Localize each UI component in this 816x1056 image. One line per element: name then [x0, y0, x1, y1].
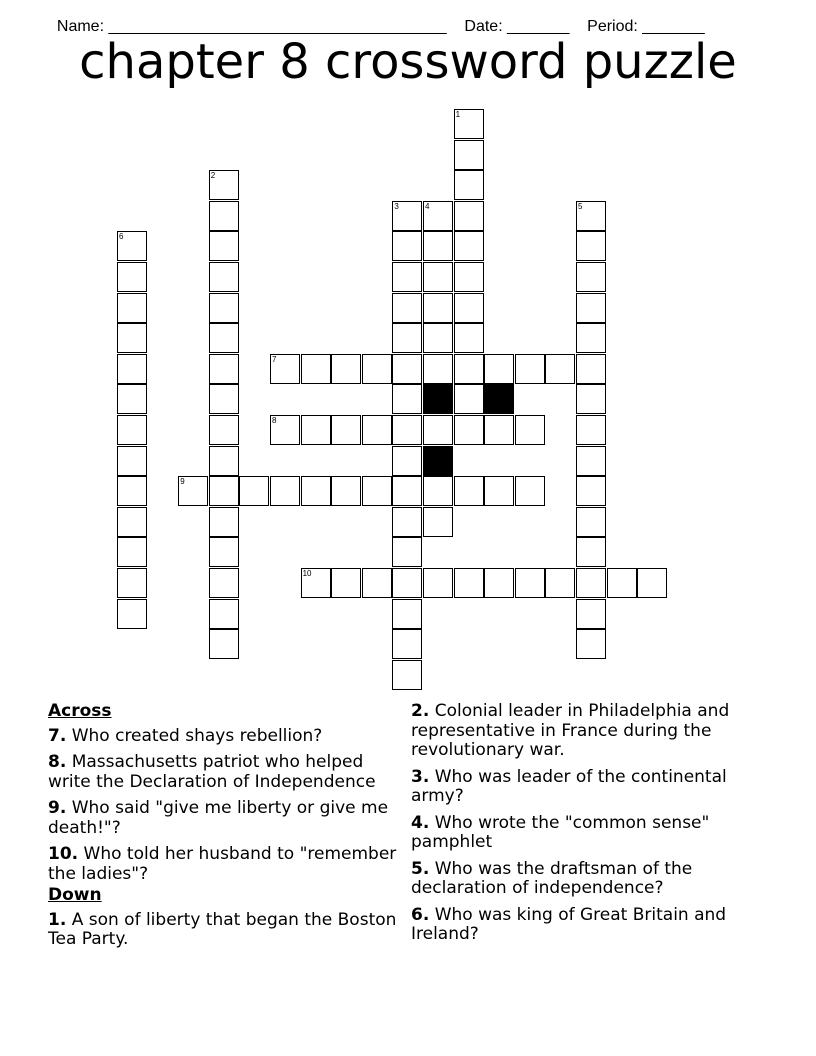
crossword-cell[interactable] [576, 201, 606, 231]
crossword-cell[interactable] [239, 476, 269, 506]
crossword-cell[interactable] [209, 231, 239, 261]
crossword-cell[interactable] [423, 476, 453, 506]
crossword-cell[interactable] [117, 231, 147, 261]
crossword-cell[interactable] [576, 384, 606, 414]
crossword-cell[interactable] [117, 568, 147, 598]
crossword-cell[interactable] [454, 140, 484, 170]
clue-text: Colonial leader in Philadelphia and representative in France during the revolutionary war. [411, 701, 730, 760]
crossword-cell[interactable] [423, 201, 453, 231]
crossword-cell[interactable] [607, 568, 637, 598]
clue-text: Who created shays rebellion? [71, 725, 323, 746]
clue-number: 2. [411, 701, 430, 721]
crossword-cell[interactable] [209, 415, 239, 445]
clue-down-6 [411, 906, 761, 945]
cell-number: 1 [455, 110, 461, 119]
crossword-cell[interactable] [576, 231, 606, 261]
crossword-cell[interactable] [423, 231, 453, 261]
crossword-cell[interactable] [209, 476, 239, 506]
crossword-cell[interactable] [454, 293, 484, 323]
cell-number: 10 [302, 569, 312, 578]
clue-number: 1. [48, 909, 67, 930]
crossword-cell[interactable] [117, 354, 147, 384]
crossword-cell[interactable] [362, 354, 392, 384]
clue-text: A son of liberty that began the Boston Tea Party. [48, 909, 397, 949]
crossword-cell[interactable] [209, 599, 239, 629]
crossword-cell[interactable] [117, 537, 147, 567]
down-heading: Down [48, 885, 102, 905]
crossword-cell[interactable] [209, 262, 239, 292]
clue-number: 4. [411, 812, 430, 833]
crossword-cell[interactable] [454, 568, 484, 598]
crossword-cell[interactable] [209, 384, 239, 414]
clue-text: Who was leader of the continental army? [411, 766, 727, 806]
cell-number: 3 [394, 201, 399, 211]
clue-down-4 [411, 814, 761, 853]
black-cell [423, 446, 453, 476]
crossword-cell[interactable] [637, 568, 667, 598]
clue-number: 7. [48, 725, 67, 746]
crossword-cell[interactable] [576, 262, 606, 292]
crossword-cell[interactable] [209, 170, 239, 200]
crossword-cell[interactable] [209, 201, 239, 231]
crossword-cell[interactable] [423, 262, 453, 292]
crossword-cell[interactable] [515, 568, 545, 598]
clue-across-7 [48, 727, 404, 747]
crossword-cell[interactable] [454, 262, 484, 292]
crossword-cell[interactable] [576, 537, 606, 567]
clues-right-column [411, 702, 761, 952]
crossword-cell[interactable] [301, 476, 331, 506]
crossword-cell[interactable] [117, 415, 147, 445]
clue-number: 6. [411, 904, 430, 925]
crossword-cell[interactable] [209, 323, 239, 353]
crossword-cell[interactable] [209, 629, 239, 659]
crossword-cell[interactable] [454, 201, 484, 231]
crossword-cell[interactable] [454, 231, 484, 261]
crossword-cell[interactable] [331, 476, 361, 506]
crossword-cell[interactable] [301, 415, 331, 445]
crossword-cell[interactable] [209, 354, 239, 384]
clues-left-column [48, 702, 404, 957]
crossword-cell[interactable] [331, 568, 361, 598]
crossword-cell[interactable] [515, 476, 545, 506]
crossword-cell[interactable] [392, 629, 422, 659]
clue-down-5 [411, 860, 761, 899]
crossword-cell[interactable] [362, 415, 392, 445]
crossword-cell[interactable] [392, 660, 422, 690]
crossword-cell[interactable] [423, 568, 453, 598]
crossword-cell[interactable] [392, 293, 422, 323]
crossword-cell[interactable] [545, 354, 575, 384]
crossword-cell[interactable] [515, 415, 545, 445]
name-field-label[interactable]: Name: ______________________________________ [56, 18, 447, 35]
crossword-cell[interactable] [576, 629, 606, 659]
crossword-cell[interactable] [209, 507, 239, 537]
crossword-cell[interactable] [117, 384, 147, 414]
crossword-cell[interactable] [392, 537, 422, 567]
crossword-cell[interactable] [515, 354, 545, 384]
crossword-cell[interactable] [576, 568, 606, 598]
crossword-cell[interactable] [270, 354, 300, 384]
crossword-cell[interactable] [117, 507, 147, 537]
cell-number: 9 [180, 477, 185, 487]
crossword-cell[interactable] [392, 507, 422, 537]
cell-number: 2 [210, 171, 216, 181]
crossword-cell[interactable] [392, 323, 422, 353]
cell-number: 4 [425, 201, 430, 211]
crossword-cell[interactable] [117, 293, 147, 323]
crossword-cell[interactable] [545, 568, 575, 598]
crossword-cell[interactable] [423, 293, 453, 323]
crossword-cell[interactable] [209, 568, 239, 598]
crossword-cell[interactable] [576, 507, 606, 537]
crossword-cell[interactable] [576, 293, 606, 323]
cell-number: 7 [272, 354, 277, 364]
crossword-cell[interactable] [392, 599, 422, 629]
crossword-cell[interactable] [331, 354, 361, 384]
clue-number: 9. [48, 798, 67, 818]
black-cell [423, 384, 453, 414]
clue-across-10 [48, 845, 404, 884]
cell-number: 6 [119, 232, 124, 242]
crossword-cell[interactable] [484, 415, 514, 445]
crossword-cell[interactable] [117, 446, 147, 476]
crossword-cell[interactable] [117, 262, 147, 292]
clue-number: 5. [411, 858, 430, 879]
clue-across-8 [48, 753, 404, 792]
crossword-cell[interactable] [392, 568, 422, 598]
crossword-cell[interactable] [392, 476, 422, 506]
across-heading: Across [48, 701, 112, 721]
crossword-cell[interactable] [454, 354, 484, 384]
crossword-cell[interactable] [331, 415, 361, 445]
crossword-cell[interactable] [454, 109, 484, 139]
crossword-cell[interactable] [484, 476, 514, 506]
clue-text: Who told her husband to "remember the ladies"? [48, 844, 397, 884]
crossword-cell[interactable] [423, 323, 453, 353]
crossword-cell[interactable] [362, 476, 392, 506]
clue-text: Who wrote the "common sense" pamphlet [411, 812, 710, 852]
crossword-cell[interactable] [576, 354, 606, 384]
crossword-cell[interactable] [454, 323, 484, 353]
crossword-cell[interactable] [484, 354, 514, 384]
period-field-label[interactable]: Period: _______ [587, 18, 705, 35]
crossword-cell[interactable] [423, 354, 453, 384]
clue-text: Who said "give me liberty or give me death!"? [48, 798, 389, 838]
crossword-cell[interactable] [576, 599, 606, 629]
crossword-cell[interactable] [117, 323, 147, 353]
crossword-cell[interactable] [454, 384, 484, 414]
crossword-cell[interactable] [392, 354, 422, 384]
crossword-cell[interactable] [362, 568, 392, 598]
crossword-cell[interactable] [454, 415, 484, 445]
crossword-cell[interactable] [178, 476, 208, 506]
crossword-cell[interactable] [576, 446, 606, 476]
crossword-cell[interactable] [423, 415, 453, 445]
crossword-cell[interactable] [392, 231, 422, 261]
crossword-cell[interactable] [576, 476, 606, 506]
crossword-cell[interactable] [270, 415, 300, 445]
crossword-cell[interactable] [392, 262, 422, 292]
cell-number: 5 [578, 201, 583, 211]
crossword-cell[interactable] [454, 170, 484, 200]
crossword-cell[interactable] [454, 476, 484, 506]
crossword-cell[interactable] [423, 507, 453, 537]
crossword-cell[interactable] [209, 537, 239, 567]
black-cell [484, 384, 514, 414]
crossword-cell[interactable] [392, 384, 422, 414]
crossword-cell[interactable] [392, 201, 422, 231]
crossword-cell[interactable] [576, 415, 606, 445]
clue-number: 10. [48, 844, 79, 864]
cell-number: 8 [272, 416, 277, 425]
crossword-cell[interactable] [301, 568, 331, 598]
crossword-cell[interactable] [117, 599, 147, 629]
clue-down-1 [48, 911, 404, 950]
crossword-cell[interactable] [392, 446, 422, 476]
clue-text: Who was the draftsman of the declaration of independence? [411, 858, 693, 898]
clue-down-2 [411, 702, 761, 761]
crossword-cell[interactable] [301, 354, 331, 384]
crossword-cell[interactable] [209, 293, 239, 323]
crossword-cell[interactable] [392, 415, 422, 445]
crossword-cell[interactable] [270, 476, 300, 506]
crossword-cell[interactable] [576, 323, 606, 353]
clue-number: 3. [411, 766, 430, 787]
page-title: chapter 8 crossword puzzle [79, 34, 737, 90]
clue-down-3 [411, 768, 761, 807]
crossword-cell[interactable] [209, 446, 239, 476]
clue-text: Who was king of Great Britain and Ireland? [411, 904, 727, 944]
crossword-cell[interactable] [484, 568, 514, 598]
clue-across-9 [48, 799, 404, 838]
clue-number: 8. [48, 752, 67, 772]
clue-text: Massachusetts patriot who helped write the Declaration of Independence [48, 752, 376, 792]
crossword-cell[interactable] [117, 476, 147, 506]
date-field-label[interactable]: Date: _______ [464, 18, 570, 35]
